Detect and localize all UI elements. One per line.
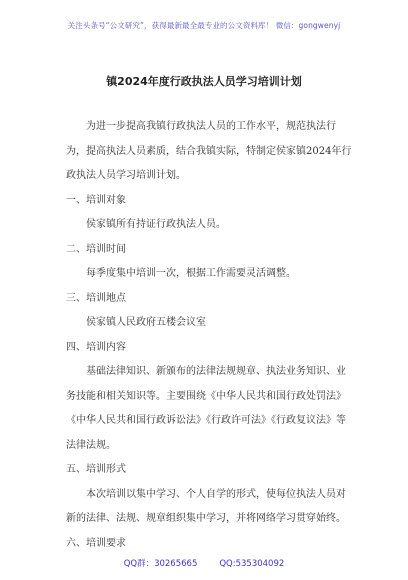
section-heading-3: 三、培训地点 — [66, 292, 126, 304]
intro-paragraph: 为进一步提高我镇行政执法人员的工作水平，规范执法行为，提高执法人员素质，结合我镇实际，特制定侯家镇2024年行政执法人员学习培训计划。 — [66, 121, 352, 181]
document-body — [66, 115, 354, 556]
promo-banner: 关注头条号“公文研究”，获得最新最全最专业的公文资料库！ 微信：gongwenyj — [67, 21, 341, 30]
section-heading-2: 二、培训时间 — [66, 243, 126, 255]
section-heading-5: 五、培训形式 — [66, 464, 126, 475]
section-body-1: 侯家镇所有持证行政执法人员。 — [86, 219, 226, 230]
document-title: 镇2024年度行政执法人员学习培训计划 — [106, 75, 302, 88]
section-body-2: 每季度集中培训一次，根据工作需要灵活调整。 — [86, 268, 296, 279]
section-heading-4: 四、培训内容 — [66, 341, 126, 353]
qq-group-text: QQ群：30265665 — [123, 559, 198, 569]
section-body-3: 侯家镇人民政府五楼会议室 — [86, 317, 206, 328]
section-heading-1: 一、培训对象 — [66, 194, 126, 206]
qq-text: QQ:535304092 — [219, 559, 285, 569]
section-body-4: 基础法律知识、新颁布的法律法规规章、执法业务知识、业务技能和相关知识等。主要围绕《中华人民共和国行政处罚法》《中华人民共和国行政诉讼法》《行政许可法》《行政复议法》等法律法规。 — [66, 366, 346, 451]
section-body-5: 本次培训以集中学习、个人自学的形式，使每位执法人员对新的法律、法规、规章组织集中学习，并将网络学习贯穿始终。 — [66, 488, 346, 524]
contact-footer — [0, 557, 408, 569]
section-heading-6: 六、培训要求 — [66, 537, 126, 549]
